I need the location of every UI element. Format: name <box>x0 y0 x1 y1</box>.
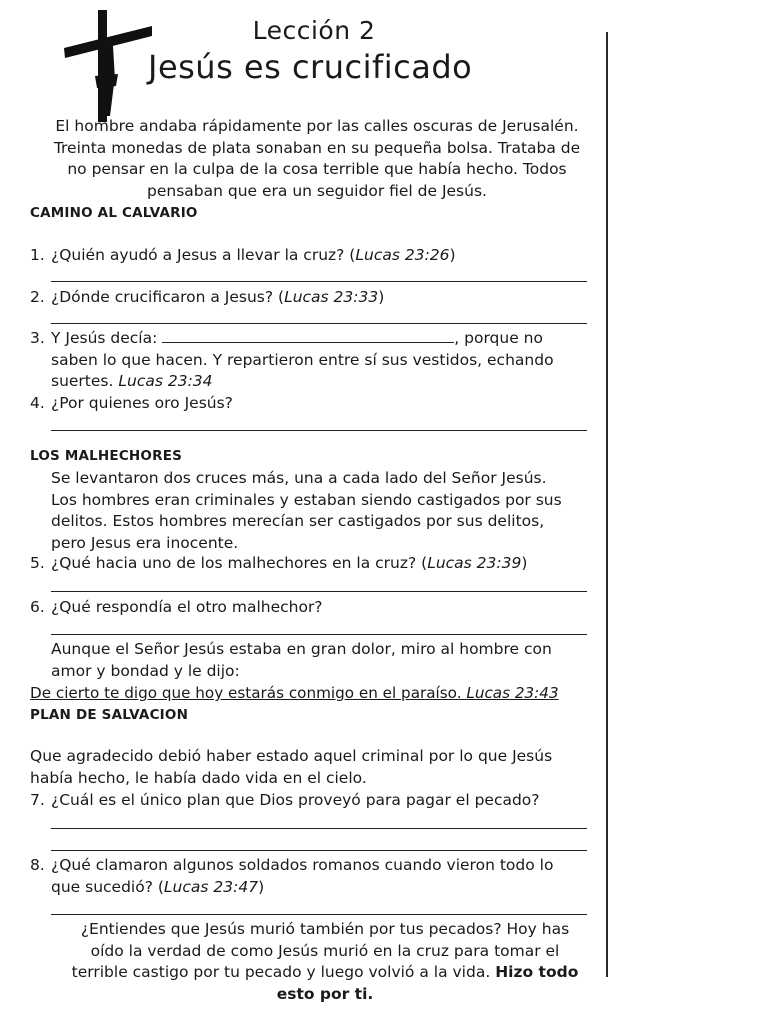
scripture-quote <box>30 683 608 705</box>
closing-line: ¿Entiendes que Jesús murió también por tus pecados? Hoy has <box>80 920 570 938</box>
question-5 <box>30 553 600 575</box>
question-text: ¿Qué clamaron algunos soldados romanos cuando vieron todo lo <box>51 856 554 874</box>
question-number: 2. <box>30 288 45 306</box>
bible-reference: Lucas 23:26 <box>355 246 450 264</box>
section-heading-malhechores: LOS MALHECHORES <box>30 448 183 464</box>
question-text: ¿Dónde crucificaron a Jesus? ( <box>51 288 285 306</box>
answer-line-7b[interactable] <box>51 850 587 851</box>
question-text: que sucedió? ( <box>51 877 164 896</box>
question-text: ¿Qué hacia uno de los malhechores en la cruz? ( <box>51 554 428 572</box>
question-number: 1. <box>30 246 45 264</box>
question-number: 7. <box>30 791 45 809</box>
question-number: 3. <box>30 329 45 347</box>
intro-line: Treinta monedas de plata sonaban en su pequeña bolsa. Trataba de <box>53 138 581 157</box>
paragraph-line: Aunque el Señor Jesús estaba en gran dolor, miro al hombre con <box>51 640 552 658</box>
answer-line-8[interactable] <box>51 914 587 915</box>
quote-text: De cierto te digo que hoy estarás conmigo en el paraíso. <box>30 684 467 702</box>
bible-reference: Lucas 23:43 <box>466 684 559 702</box>
question-3 <box>30 328 600 393</box>
question-text: ¿Qué respondía el otro malhechor? <box>51 598 323 616</box>
answer-line-2[interactable] <box>51 323 587 324</box>
paragraph-line: Los hombres eran criminales y estaban siendo castigados por sus <box>51 490 562 509</box>
question-number: 8. <box>30 856 45 874</box>
intro-line: El hombre andaba rápidamente por las calles oscuras de Jerusalén. <box>55 117 579 135</box>
intro-line: pensaban que era un seguidor fiel de Jesús. <box>147 181 487 200</box>
paragraph-line: Que agradecido debió haber estado aquel criminal por lo que Jesús <box>30 747 553 765</box>
closing-emphasis: Hizo todo <box>495 963 579 981</box>
question-8 <box>30 855 600 898</box>
section-heading-salvacion: PLAN DE SALVACION <box>30 707 189 723</box>
closing-emphasis: esto por ti. <box>276 984 374 1003</box>
answer-line-6[interactable] <box>51 634 587 635</box>
question-1 <box>30 245 600 267</box>
bible-reference: Lucas 23:33 <box>284 288 379 306</box>
closing-paragraph <box>40 919 610 1005</box>
question-number: 4. <box>30 394 45 412</box>
question-number: 6. <box>30 598 45 616</box>
paragraph-line: amor y bondad y le dijo: <box>51 661 240 680</box>
paragraph-line: Se levantaron dos cruces más, una a cada lado del Señor Jesús. <box>51 469 547 487</box>
answer-line-1[interactable] <box>51 281 587 282</box>
intro-paragraph <box>18 116 616 202</box>
question-4 <box>30 393 600 415</box>
closing-line: terrible castigo por tu pecado y luego volvió a la vida. <box>71 963 496 981</box>
bible-reference: Lucas 23:34 <box>118 372 213 390</box>
question-text-end: ) <box>449 246 456 264</box>
question-text: saben lo que hacen. Y repartieron entre sí sus vestidos, echando <box>51 350 554 369</box>
malhechores-paragraph <box>51 468 611 554</box>
salvation-paragraph <box>30 746 610 789</box>
lesson-title: Jesús es crucificado <box>148 48 473 86</box>
question-text-end: ) <box>378 288 385 306</box>
question-text-end: ) <box>521 554 528 572</box>
question-6 <box>30 597 600 619</box>
question-text: Y Jesús decía: <box>51 329 163 347</box>
question-text: suertes. <box>51 372 119 390</box>
question-text: ¿Quién ayudó a Jesus a llevar la cruz? ( <box>51 246 356 264</box>
question-number: 5. <box>30 554 45 572</box>
compassion-paragraph <box>51 639 611 682</box>
paragraph-line: delitos. Estos hombres merecían ser castigados por sus delitos, <box>51 512 545 530</box>
paragraph-line: había hecho, le había dado vida en el cielo. <box>30 768 367 787</box>
question-text: ¿Por quienes oro Jesús? <box>51 394 233 412</box>
section-heading-calvario: CAMINO AL CALVARIO <box>30 205 198 221</box>
answer-line-4[interactable] <box>51 430 587 431</box>
question-text: , porque no <box>454 329 543 347</box>
paragraph-line: pero Jesus era inocente. <box>51 533 239 552</box>
question-7 <box>30 790 600 812</box>
question-text: ¿Cuál es el único plan que Dios proveyó para pagar el pecado? <box>51 791 540 809</box>
bible-reference: Lucas 23:47 <box>163 877 259 896</box>
lesson-number: Lección 2 <box>252 16 376 45</box>
answer-line-5[interactable] <box>51 591 587 592</box>
closing-line: oído la verdad de como Jesús murió en la cruz para tomar el <box>90 941 560 960</box>
intro-line: no pensar en la culpa de la cosa terrible que había hecho. Todos <box>67 160 567 178</box>
fill-in-blank[interactable] <box>162 328 454 343</box>
answer-line-7a[interactable] <box>51 828 587 829</box>
question-text-end: ) <box>258 877 265 896</box>
bible-reference: Lucas 23:39 <box>427 554 522 572</box>
question-2 <box>30 287 600 309</box>
